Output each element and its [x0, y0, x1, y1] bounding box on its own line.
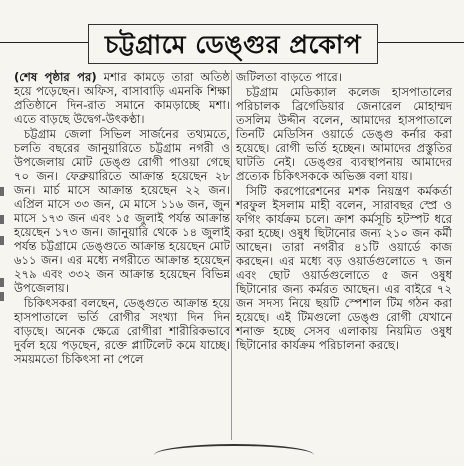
top-rule-right: [378, 42, 464, 43]
left-edge-mark: [0, 187, 4, 196]
bottom-ornament: [154, 444, 314, 466]
left-paragraph: [14, 70, 230, 126]
left-edge-mark: [0, 292, 4, 301]
right-column: [236, 70, 452, 353]
left-edge-mark: [0, 215, 4, 224]
left-column: [14, 70, 230, 367]
headline: চট্টগ্রামে ডেঙ্গুর প্রকোপ: [104, 29, 362, 59]
continued-tag: (শেষ পৃষ্ঠার পর): [14, 70, 97, 84]
left-paragraph: চিকিৎসকরা বলছেন, ডেঙ্গুতে আক্রান্ত হয়ে হাসপাতালে ভর্তি রোগীর সংখ্যা দিন দিন বাড়ছে। অনেক ক্ষেত্রে রোগীরা শারীরিকভাবে দুর্বল হয়ে পড়ছেন, রক্তে প্লাটিলেট কমে যাচ্ছে। সময়মতো চিকিৎসা না পেলে: [14, 296, 230, 366]
left-edge-mark: [0, 278, 4, 287]
top-rule: [0, 42, 88, 43]
headline-box: [88, 24, 378, 64]
paragraph-text: মশার কামড়ে তারা অতিষ্ঠ হয়ে পড়েছেন। অফিস, বাসাবাড়ি এমনকি শিক্ষা প্রতিষ্ঠানে দিন-রাত সমানে কামড়াচ্ছে মশা। এতে বাড়ছে উদ্বেগ-উৎকণ্ঠা।: [14, 70, 230, 126]
right-paragraph: জটিলতা বাড়তে পারে।: [236, 70, 342, 84]
column-divider: [231, 70, 232, 440]
right-paragraph: চট্টগ্রাম মেডিক্যাল কলেজ হাসপাতালের পরিচালক ব্রিগেডিয়ার জেনারেল মোহাম্মদ তসলিম উদ্দীন বলেন, আমাদের হাসপাতালে তিনটি মেডিসিন ওয়ার্ডে ডেঙ্গু কর্নার করা হয়েছে। রোগী ভর্তি হচ্ছেন। আমাদের প্রস্তুতির ঘাটতি নেই। ডেঙ্গুর ব্যবস্থাপনায় আমাদের প্রত্যেক চিকিৎসককে অভিজ্ঞ বলা যায়।: [236, 85, 452, 183]
right-paragraph: সিটি করপোরেশনের মশক নিয়ন্ত্রণ কর্মকর্তা শরফুল ইসলাম মাহী বলেন, সারাবছর স্প্রে ও ফগিং কার্যক্রম চলে। ক্রাশ কর্মসূচি হটস্পট ধরে করা হচ্ছে। ওষুধ ছিটানোর জন্য ২১০ জন কর্মী আছেন। তারা নগরীর ৪১টি ওয়ার্ডে কাজ করছেন। এর মধ্যে বড় ওয়ার্ডগুলোতে ৭ জন এবং ছোট ওয়ার্ডগুলোতে ৫ জন ওষুধ ছিটানোর জন্য কর্মরত আছেন। এর বাইরে ৭২ জন সদস্য নিয়ে ছয়টি স্পেশাল টিম গঠন করা হয়েছে। এই টিমগুলো ডেঙ্গু রোগী যেখানে শনাক্ত হচ্ছে সেসব এলাকায় নিয়মিত ওষুধ ছিটানোর কার্যক্রম পরিচালনা করছে।: [236, 184, 452, 352]
left-paragraph: চট্টগ্রাম জেলা সিভিল সার্জনের তথ্যমতে, চলতি বছরের জানুয়ারিতে চট্টগ্রাম নগরী ও উপজেলায় মোট ডেঙ্গু রোগী পাওয়া গেছে ৭০ জন। ফেব্রুয়ারিতে আক্রান্ত হয়েছেন ২৮ জন। মার্চ মাসে আক্রান্ত হয়েছেন ২২ জন। এপ্রিল মাসে ৩৩ জন, মে মাসে ১১৬ জন, জুন মাসে ১৭৩ জন এবং ১৫ জুলাই পর্যন্ত আক্রান্ত হয়েছেন ১৭৩ জন। জানুয়ারি থেকে ১৪ জুলাই পর্যন্ত চট্টগ্রামে ডেঙ্গুতে আক্রান্ত হয়েছেন মোট ৬১১ জন। এর মধ্যে নগরীতে আক্রান্ত হয়েছেন ২৭৯ এবং ৩৩২ জন আক্রান্ত হয়েছেন বিভিন্ন উপজেলায়।: [14, 127, 230, 295]
left-edge-mark: [0, 236, 4, 245]
